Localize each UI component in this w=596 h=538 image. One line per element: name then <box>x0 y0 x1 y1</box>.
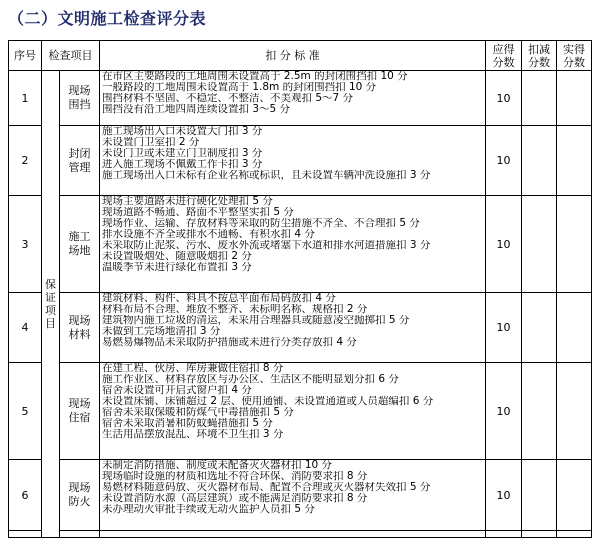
standard-line: 材料布局不合理、堆放不整齐、未标明名称、规格扣 2 分 <box>102 304 368 315</box>
table-row <box>9 460 592 531</box>
row-item-partial <box>60 531 100 538</box>
row-deduct-score[interactable] <box>522 293 557 363</box>
header-actual-line1: 实得 <box>563 42 585 56</box>
row-standard <box>100 363 486 460</box>
standard-line: 施工现场出入口未设置大门扣 3 分 <box>102 126 263 137</box>
row-item <box>60 363 100 460</box>
row-actual-score[interactable] <box>557 293 592 363</box>
standard-line: 未制定消防措施、制度或未配备灭火器材扣 10 分 <box>102 460 333 471</box>
row-actual-partial <box>557 531 592 538</box>
header-seq: 序号 <box>9 41 42 71</box>
table-row <box>9 196 592 293</box>
row-seq: 4 <box>9 293 42 363</box>
row-standard <box>100 126 486 196</box>
header-deduct <box>522 41 557 71</box>
standard-line: 易燃易爆物品未采取防护措施或未进行分类存放扣 4 分 <box>102 337 357 348</box>
standard-line: 进入施工现场不佩戴工作卡扣 3 分 <box>102 159 263 170</box>
row-item-text: 封闭管理 <box>68 146 91 174</box>
standard-line: 一般路段的工地周围未设置高于 1.8m 的封闭围挡扣 10 分 <box>102 82 377 93</box>
row-deduct-score[interactable] <box>522 196 557 293</box>
standard-line: 现场临时设施的材质和选址不符合环保、消防要求扣 8 分 <box>102 471 368 482</box>
header-deduct-line2: 分数 <box>528 55 550 69</box>
row-due-partial <box>486 531 522 538</box>
row-due-score: 10 <box>486 126 522 196</box>
page-title: （二）文明施工检查评分表 <box>8 9 207 28</box>
row-item <box>60 293 100 363</box>
standard-line: 施工作业区、材料存放区与办公区、生活区不能明显划分扣 6 分 <box>102 374 399 385</box>
standard-line: 未采取防止泥浆、污水、废水外流或堵塞下水道和排水河道措施扣 3 分 <box>102 240 431 251</box>
header-deduct-line1: 扣减 <box>528 42 550 56</box>
standard-line: 建筑物内施工垃圾的清运，未采用合理器具或随意凌空抛掷扣 5 分 <box>102 315 410 326</box>
row-due-score: 10 <box>486 293 522 363</box>
standard-line: 在市区主要路段的工地周围未设置高于 2.5m 的封闭围挡扣 10 分 <box>102 71 408 82</box>
header-due <box>486 41 522 71</box>
header-row <box>9 41 592 71</box>
standard-line: 宿舍未设置可开启式窗户扣 4 分 <box>102 385 252 396</box>
row-actual-score[interactable] <box>557 71 592 126</box>
row-actual-score[interactable] <box>557 460 592 531</box>
row-item <box>60 196 100 293</box>
row-due-score: 10 <box>486 71 522 126</box>
row-due-score: 10 <box>486 363 522 460</box>
row-item <box>60 71 100 126</box>
row-item-text: 现场围挡 <box>68 84 91 111</box>
row-item-text: 现场住宿 <box>68 397 91 424</box>
standard-line: 围挡材料不坚固、不稳定、不整洁、不美观扣 5～7 分 <box>102 93 354 104</box>
row-actual-score[interactable] <box>557 363 592 460</box>
standard-line: 生活用品摆放混乱、环境不卫生扣 3 分 <box>102 429 284 440</box>
table-row <box>9 126 592 196</box>
row-standard-partial <box>100 531 486 538</box>
row-deduct-score[interactable] <box>522 71 557 126</box>
standard-line: 易燃材料随意码放、灭火器材布局、配置不合理或灭火器材失效扣 5 分 <box>102 482 431 493</box>
table-row-partial <box>9 531 592 538</box>
row-standard <box>100 293 486 363</box>
standard-line: 温暖季节未进行绿化布置扣 3 分 <box>102 262 252 273</box>
row-deduct-score[interactable] <box>522 460 557 531</box>
header-due-line1: 应得 <box>492 42 515 56</box>
table-row <box>9 71 592 126</box>
row-item <box>60 460 100 531</box>
row-item-text: 施工场地 <box>68 230 91 257</box>
row-due-score: 10 <box>486 460 522 531</box>
standard-line: 未设置门卫室扣 2 分 <box>102 137 200 148</box>
standard-line: 围挡没有沿工地四周连续设置扣 3～5 分 <box>102 104 291 115</box>
row-seq: 3 <box>9 196 42 293</box>
standard-line: 现场道路不畅通、路面不平整坚实扣 5 分 <box>102 207 294 218</box>
group-label-text: 保证项目 <box>45 278 56 330</box>
standard-line: 未办理动火审批手续或无动火监护人员扣 5 分 <box>102 504 315 515</box>
row-standard <box>100 460 486 531</box>
header-standard: 扣 分 标 准 <box>100 41 486 71</box>
row-standard <box>100 196 486 293</box>
table-row <box>9 293 592 363</box>
row-item-text: 现场防火 <box>68 481 91 508</box>
row-item <box>60 126 100 196</box>
header-actual-line2: 分数 <box>563 55 585 69</box>
row-item-text: 现场材料 <box>68 313 91 341</box>
row-standard <box>100 71 486 126</box>
row-deduct-partial <box>522 531 557 538</box>
standard-line: 未设置吸烟处、随意吸烟扣 2 分 <box>102 251 252 262</box>
standard-line: 未设门卫或未建立门卫制度扣 3 分 <box>102 148 263 159</box>
row-seq: 6 <box>9 460 42 531</box>
standard-line: 现场作业、运输、存放材料等采取的防尘措施不齐全、不合理扣 5 分 <box>102 218 420 229</box>
row-seq: 5 <box>9 363 42 460</box>
row-seq-partial <box>9 531 42 538</box>
row-seq: 2 <box>9 126 42 196</box>
header-item: 检查项目 <box>42 41 100 71</box>
row-seq: 1 <box>9 71 42 126</box>
score-table <box>8 40 592 538</box>
group-label <box>42 71 60 538</box>
standard-line: 排水设施不齐全或排水不通畅、有积水扣 4 分 <box>102 229 315 240</box>
standard-line: 施工现场出入口未标有企业名称或标识，且未设置车辆冲洗设施扣 3 分 <box>102 170 431 181</box>
standard-line: 在建工程、伙房、库房兼做住宿扣 8 分 <box>102 363 284 374</box>
standard-line: 宿舍未采取保暖和防煤气中毒措施扣 5 分 <box>102 407 294 418</box>
standard-line: 未做到工完场地清扣 3 分 <box>102 326 221 337</box>
header-actual <box>557 41 592 71</box>
standard-line: 现场主要道路未进行硬化处理扣 5 分 <box>102 196 273 207</box>
table-row <box>9 363 592 460</box>
row-deduct-score[interactable] <box>522 126 557 196</box>
row-due-score: 10 <box>486 196 522 293</box>
row-deduct-score[interactable] <box>522 363 557 460</box>
row-actual-score[interactable] <box>557 196 592 293</box>
standard-line: 建筑材料、构件、料具不按总平面布局码放扣 4 分 <box>102 293 336 304</box>
row-actual-score[interactable] <box>557 126 592 196</box>
header-due-line2: 分数 <box>492 55 515 69</box>
standard-line: 未设置消防水源（高层建筑）或不能满足消防要求扣 8 分 <box>102 493 368 504</box>
standard-line: 宿舍未采取消暑和防蚊蝇措施扣 5 分 <box>102 418 273 429</box>
standard-line: 未设置床铺、床铺超过 2 层、使用通铺、未设置通道或人员超编扣 6 分 <box>102 396 434 407</box>
